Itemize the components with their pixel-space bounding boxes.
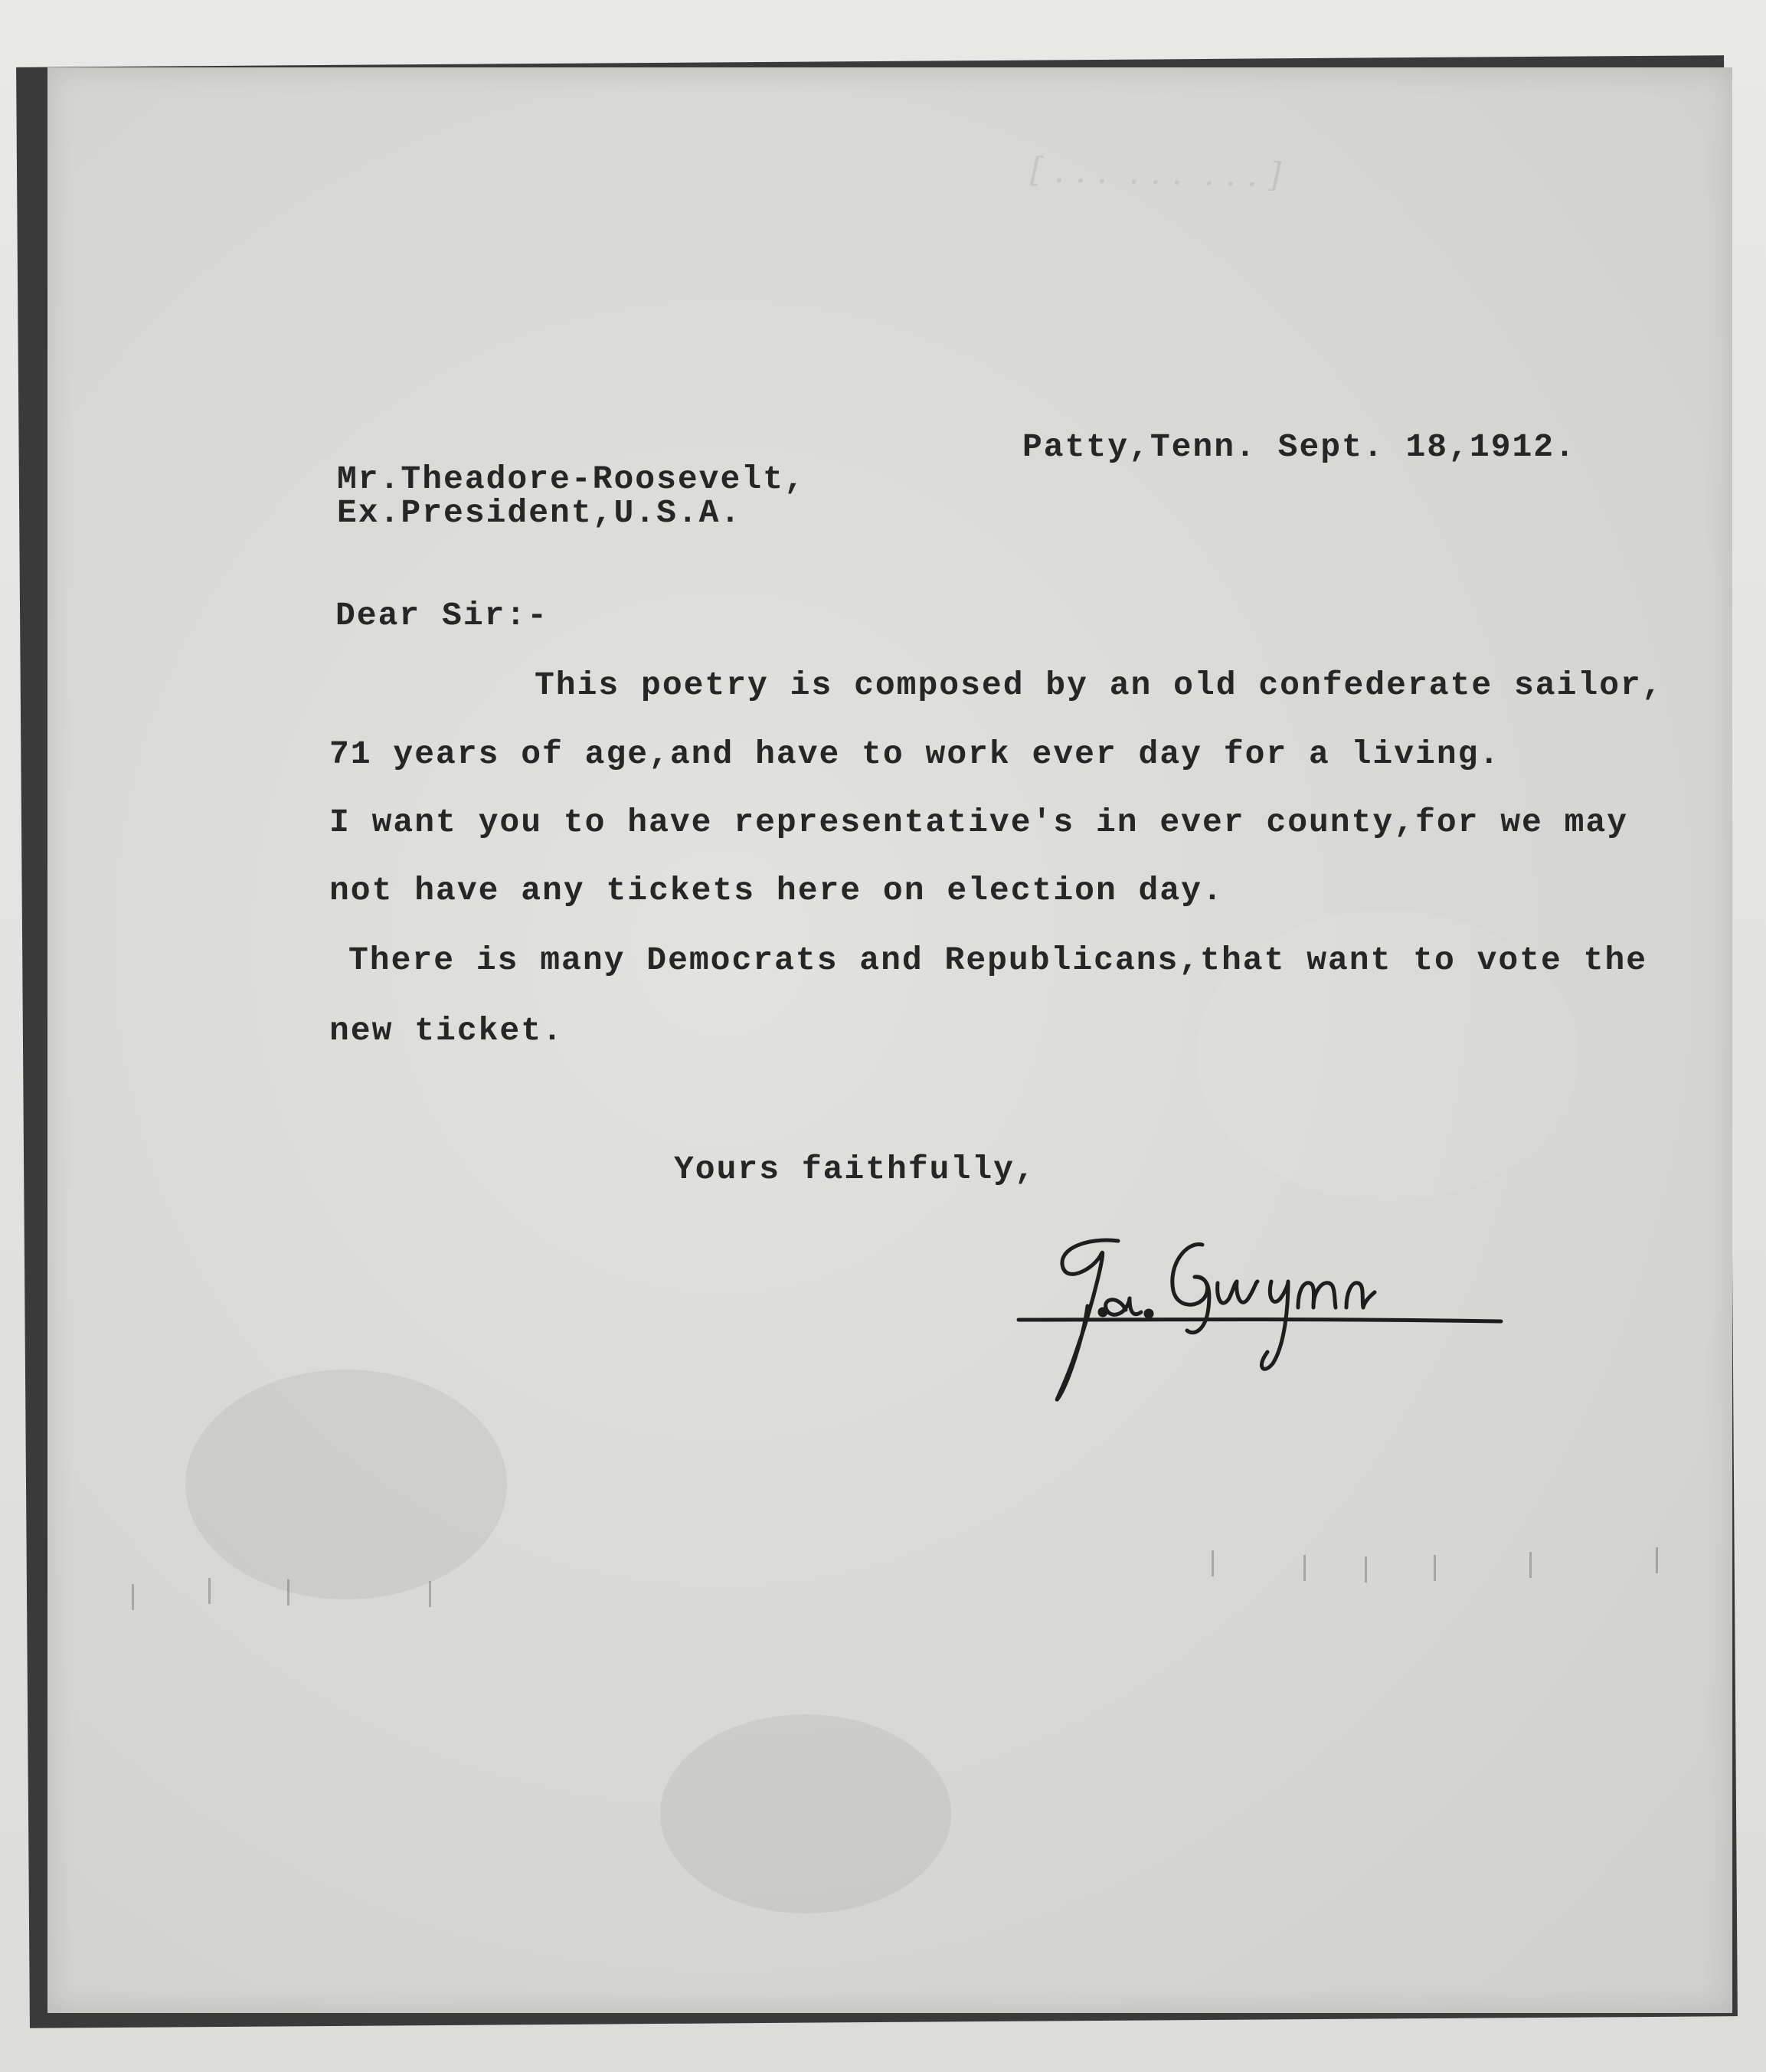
salutation: Dear Sir:-	[335, 597, 549, 634]
faint-mark	[1212, 1550, 1214, 1576]
faint-mark	[1303, 1555, 1306, 1581]
place-date: Patty,Tenn. Sept. 18,1912.	[1022, 428, 1576, 466]
smudge	[185, 1370, 507, 1599]
handwritten-signature	[1003, 1222, 1524, 1421]
faint-mark	[287, 1579, 289, 1606]
faint-mark	[1529, 1552, 1532, 1578]
letter-sheet	[47, 67, 1732, 2013]
body-line-6: new ticket.	[329, 1012, 564, 1049]
closing: Yours faithfully,	[674, 1151, 1036, 1188]
smudge	[660, 1714, 951, 1913]
body-line-5: There is many Democrats and Republicans,that want to vote the	[348, 941, 1648, 979]
body-line-1: This poetry is composed by an old confederate sailor,	[535, 666, 1663, 704]
faint-mark	[208, 1578, 211, 1604]
body-line-2: 71 years of age,and have to work ever day for a living.	[329, 735, 1501, 773]
faint-marginal-annotation: [ . . . . . . . . . ]	[1029, 150, 1282, 195]
faint-mark	[132, 1584, 134, 1610]
faint-mark	[1365, 1556, 1367, 1583]
faint-mark	[1434, 1555, 1436, 1581]
body-line-3: I want you to have representative's in ever county,for we may	[329, 804, 1629, 841]
recipient-name: Mr.Theadore-Roosevelt,	[337, 460, 806, 498]
body-line-4: not have any tickets here on election day.	[329, 872, 1224, 909]
faint-mark	[429, 1581, 431, 1607]
recipient-title: Ex.President,U.S.A.	[337, 494, 742, 532]
faint-mark	[1656, 1547, 1658, 1573]
